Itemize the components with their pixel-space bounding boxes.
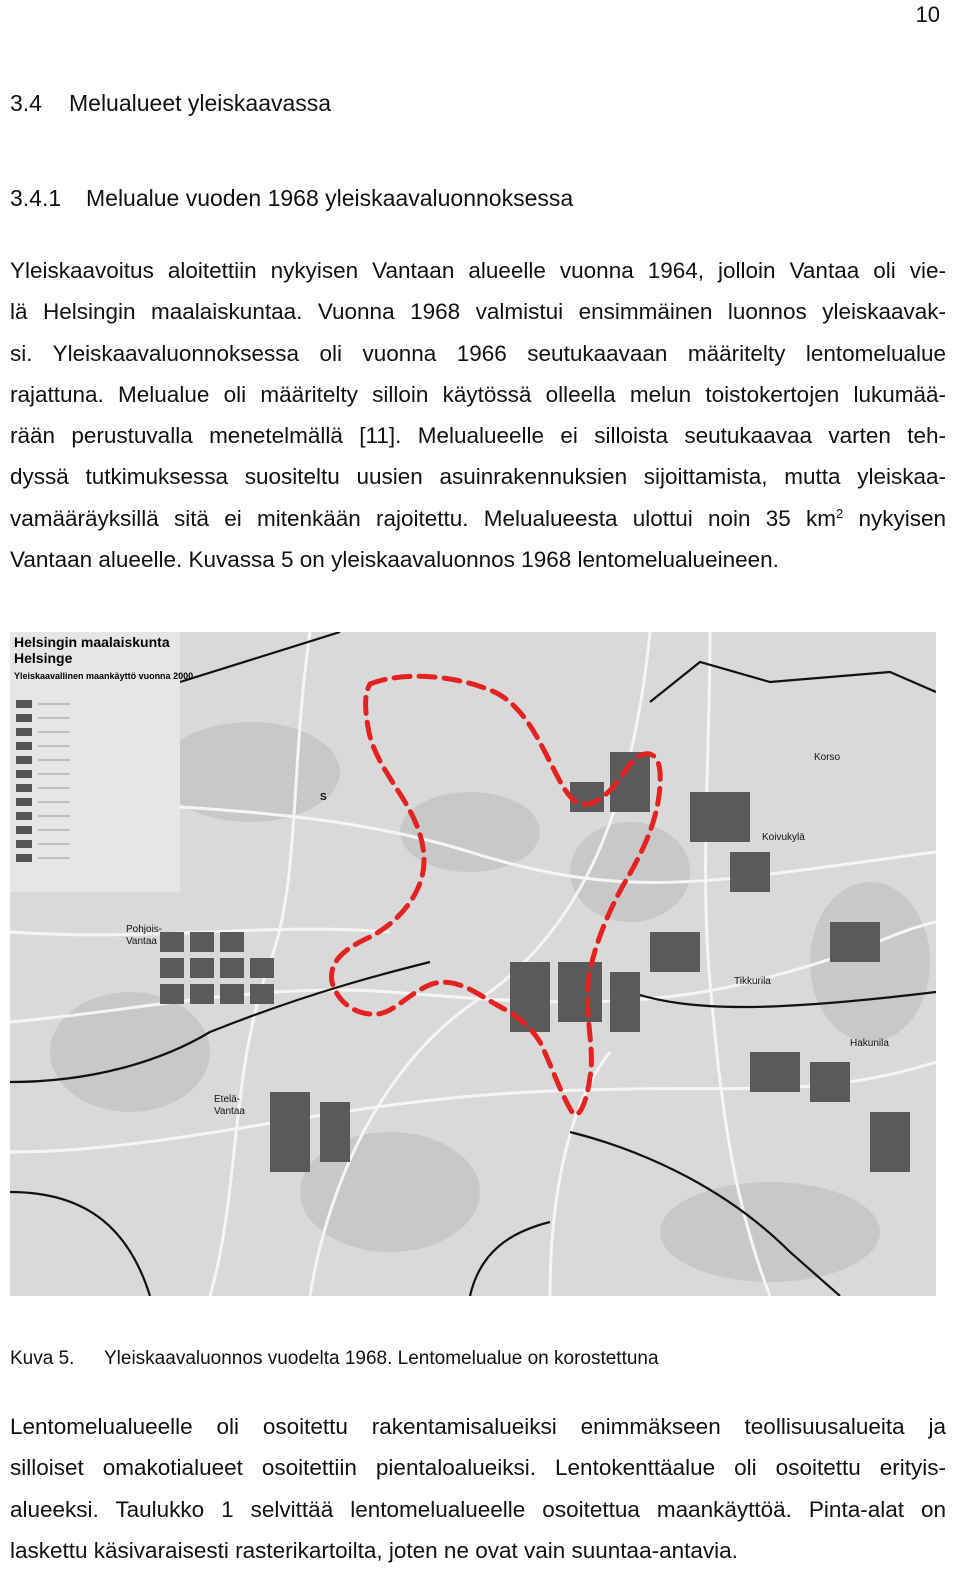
section-heading	[10, 89, 331, 117]
paragraph-line: rajattuna. Melualue oli määritelty silloin käytössä olleella melun toistokertojen lukumää-	[10, 381, 946, 407]
caption-text: Yleiskaavaluonnos vuodelta 1968. Lentomelualue on korostettuna	[104, 1348, 659, 1369]
caption-label: Kuva 5.	[10, 1348, 75, 1369]
map-subtitle: Yleiskaavallinen maankäyttö vuonna 2000	[14, 671, 194, 681]
paragraph-line: alueeksi. Taulukko 1 selvittää lentomelualueelle osoitettua maankäyttöä. Pinta-alat on	[10, 1496, 946, 1522]
line-tail: nykyisen	[858, 505, 946, 531]
map-title-2: Helsinge	[14, 650, 73, 666]
paragraph-2	[10, 1406, 946, 1571]
page-number: 10	[915, 2, 940, 27]
paragraph-line: Vantaan alueelle. Kuvassa 5 on yleiskaavaluonnos 1968 lentomelualueineen.	[10, 547, 779, 573]
line-text: vamääräyksillä sitä ei mitenkään rajoitettu. Melualueesta ulottui noin 35 km	[10, 505, 836, 531]
paragraph-line: silloiset omakotialueet osoitettiin pientaloalueiksi. Lentokenttäalue oli osoitettu erityis-	[10, 1455, 946, 1481]
label-hakunila: Hakunila	[850, 1038, 889, 1049]
paragraph-line-with-superscript	[10, 498, 946, 539]
paragraph-line: rään perustuvalla menetelmällä [11]. Melualueelle ei silloista seutukaavaa varten teh-	[10, 423, 946, 449]
label-korso: Korso	[814, 752, 841, 763]
subsection-heading	[10, 184, 573, 212]
section-number: 3.4	[10, 90, 42, 116]
label-pohjois-vantaa-1: Pohjois-	[126, 924, 163, 935]
label-etela-vantaa-2: Vantaa	[214, 1106, 245, 1117]
label-s: S	[320, 792, 327, 803]
paragraph-line: dyssä tutkimuksessa suositeltu uusien asuinrakennuksien sijoittamista, mutta yleiskaa-	[10, 464, 946, 490]
paragraph-1	[10, 250, 946, 580]
figure-map	[10, 632, 936, 1296]
figure-caption	[10, 1346, 659, 1372]
label-etela-vantaa-1: Etelä-	[214, 1094, 241, 1105]
paragraph-line: Lentomelualueelle oli osoitettu rakentamisalueiksi enimmäkseen teollisuusalueita ja	[10, 1414, 946, 1439]
label-pohjois-vantaa-2: Vantaa	[126, 936, 157, 947]
subsection-title: Melualue vuoden 1968 yleiskaavaluonnoksessa	[86, 185, 574, 211]
map-title-1: Helsingin maalaiskunta	[14, 634, 170, 650]
label-koivukyla: Koivukylä	[762, 832, 805, 843]
paragraph-line: lä Helsingin maalaiskuntaa. Vuonna 1968 valmistui ensimmäinen luonnos yleiskaavak-	[10, 299, 946, 325]
paragraph-line: laskettu käsivaraisesti rasterikartoilta, joten ne ovat vain suuntaa-antavia.	[10, 1537, 738, 1563]
label-tikkurila: Tikkurila	[734, 976, 771, 987]
subsection-number: 3.4.1	[10, 185, 62, 211]
section-title: Melualueet yleiskaavassa	[69, 90, 332, 116]
superscript: 2	[836, 505, 844, 521]
map-graphic	[10, 632, 936, 1296]
paragraph-line: Yleiskaavoitus aloitettiin nykyisen Vantaan alueelle vuonna 1964, jolloin Vantaa oli vie-	[10, 258, 946, 283]
paragraph-line: si. Yleiskaavaluonnoksessa oli vuonna 1966 seutukaavaan määritelty lentomelualue	[10, 340, 946, 366]
